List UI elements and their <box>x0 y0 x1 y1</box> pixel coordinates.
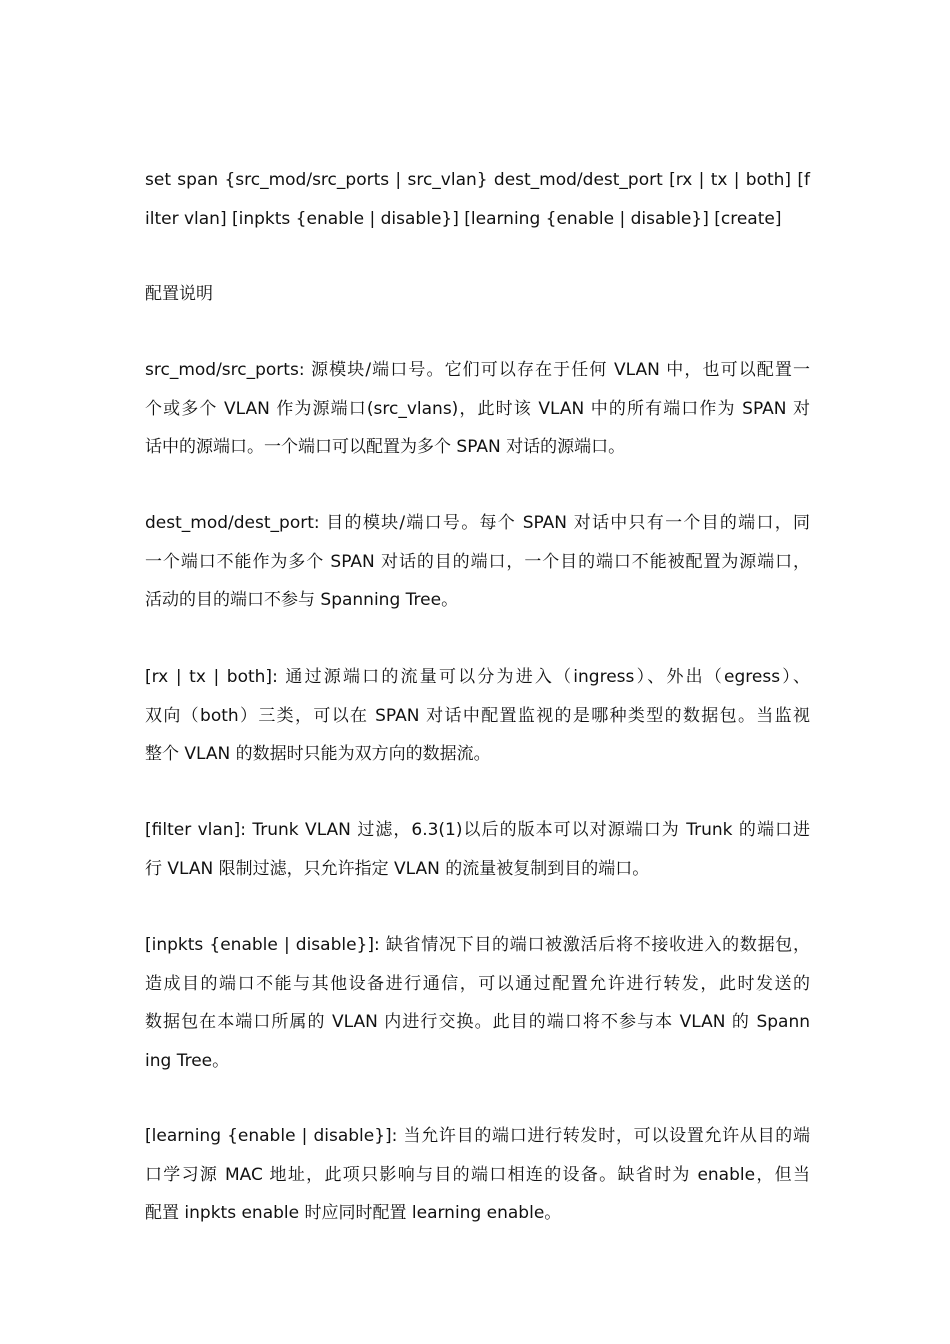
learning-line-3: 配置 inpkts enable 时应同时配置 learning enable。 <box>145 1203 562 1223</box>
syntax-line-2: ilter vlan] [inpkts {enable | disable}] [learning {enable | disable}] [create] <box>145 208 782 229</box>
inpkts-line-4: ing Tree。 <box>145 1050 230 1071</box>
dest-port-paragraph <box>145 504 810 620</box>
rx-tx-both-paragraph <box>145 658 810 774</box>
filter-vlan-paragraph <box>145 811 810 888</box>
config-heading-text: 配置说明 <box>145 284 213 304</box>
rx-tx-both-line-2: 双向（both）三类，可以在 SPAN 对话中配置监视的是哪种类型的数据包。当监视 <box>145 705 810 726</box>
inpkts-line-2: 造成目的端口不能与其他设备进行通信，可以通过配置允许进行转发，此时发送的 <box>145 973 810 994</box>
src-ports-line-1: src_mod/src_ports: 源模块/端口号。它们可以存在于任何 VLAN 中，也可以配置一 <box>145 360 810 380</box>
inpkts-paragraph <box>145 926 810 1080</box>
inpkts-line-1: [inpkts {enable | disable}]: 缺省情况下目的端口被激活后将不接收进入的数据包， <box>145 935 810 955</box>
learning-line-2: 口学习源 MAC 地址，此项只影响与目的端口相连的设备。缺省时为 enable，但当 <box>145 1164 810 1185</box>
dest-port-line-2: 一个端口不能作为多个 SPAN 对话的目的端口，一个目的端口不能被配置为源端口， <box>145 551 810 572</box>
syntax-paragraph <box>145 161 810 238</box>
filter-vlan-line-2: 行 VLAN 限制过滤，只允许指定 VLAN 的流量被复制到目的端口。 <box>145 858 650 879</box>
filter-vlan-line-1: [filter vlan]: Trunk VLAN 过滤，6.3(1)以后的版本可以对源端口为 Trunk 的端口进 <box>145 820 810 840</box>
src-ports-paragraph <box>145 351 810 467</box>
learning-line-1: [learning {enable | disable}]: 当允许目的端口进行转发时，可以设置允许从目的端 <box>145 1126 810 1146</box>
rx-tx-both-line-3: 整个 VLAN 的数据时只能为双方向的数据流。 <box>145 744 491 764</box>
src-ports-line-2: 个或多个 VLAN 作为源端口(src_vlans)，此时该 VLAN 中的所有端口作为 SPAN 对 <box>145 398 810 419</box>
syntax-line-1: set span {src_mod/src_ports | src_vlan} dest_mod/dest_port [rx | tx | both] [f <box>145 170 810 190</box>
rx-tx-both-line-1: [rx | tx | both]: 通过源端口的流量可以分为进入（ingress）、外出（egress）、 <box>145 667 810 687</box>
config-heading <box>145 275 810 314</box>
src-ports-line-3: 话中的源端口。一个端口可以配置为多个 SPAN 对话的源端口。 <box>145 437 626 457</box>
learning-paragraph <box>145 1117 810 1233</box>
dest-port-line-1: dest_mod/dest_port: 目的模块/端口号。每个 SPAN 对话中只有一个目的端口，同 <box>145 513 810 533</box>
dest-port-line-3: 活动的目的端口不参与 Spanning Tree。 <box>145 590 459 610</box>
inpkts-line-3: 数据包在本端口所属的 VLAN 内进行交换。此目的端口将不参与本 VLAN 的 Spann <box>145 1012 810 1032</box>
